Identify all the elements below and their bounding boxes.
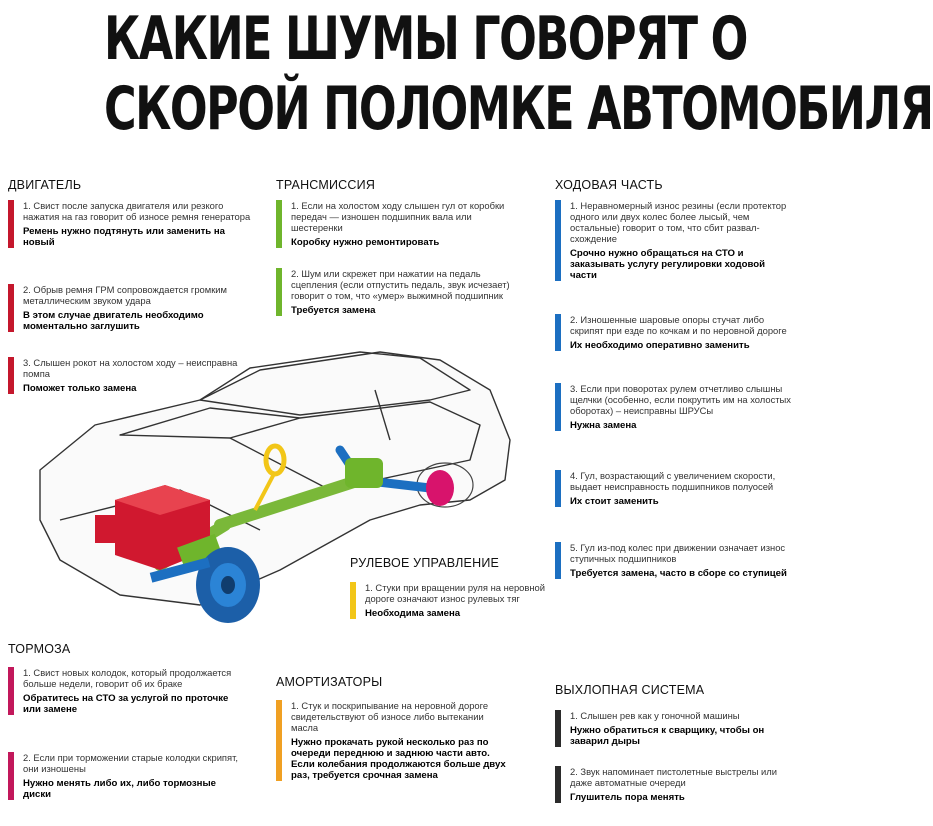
exhaust-item-1-action: Нужно обратиться к сварщику, чтобы он заварил дыры — [570, 725, 765, 747]
exhaust-item-1 — [555, 710, 792, 747]
suspension-heading: ХОДОВАЯ ЧАСТЬ — [555, 178, 663, 192]
suspension-item-1-desc: 1. Неравномерный износ резины (если протектор одного или двух колес более лысый, чем остальные) говорит о том, что сбит развал-схождение — [570, 200, 787, 244]
engine-item-2-action: В этом случае двигатель необходимо моментально заглушить — [23, 310, 204, 332]
transmission-item-2 — [276, 268, 516, 316]
engine-item-3-action: Поможет только замена — [23, 383, 137, 394]
transmission-item-2-action: Требуется замена — [291, 305, 376, 316]
suspension-item-4 — [555, 470, 792, 507]
suspension-item-5 — [555, 542, 792, 579]
transmission-heading: ТРАНСМИССИЯ — [276, 178, 376, 192]
engine-item-3-desc: 3. Слышен рокот на холостом ходу – неисправна помпа — [23, 357, 238, 379]
suspension-item-2-desc: 2. Изношенные шаровые опоры стучат либо скрипят при езде по кочкам и по неровной дороге — [570, 314, 787, 336]
suspension-item-2 — [555, 314, 792, 351]
shock-absorbers-item-1 — [276, 700, 513, 781]
steering-heading: РУЛЕВОЕ УПРАВЛЕНИЕ — [350, 556, 500, 570]
suspension-item-2-action: Их необходимо оперативно заменить — [570, 340, 750, 351]
suspension-item-5-desc: 5. Гул из-под колес при движении означает износ ступичных подшипников — [570, 542, 786, 564]
engine-item-2 — [8, 284, 255, 332]
steering-item-1-action: Необходима замена — [365, 608, 461, 619]
brakes-item-2-desc: 2. Если при торможении старые колодки скрипят, они изношены — [23, 752, 238, 774]
engine-item-3 — [8, 357, 255, 394]
exhaust-item-2-action: Глушитель пора менять — [570, 792, 685, 803]
transmission-item-1-desc: 1. Если на холостом ходу слышен гул от коробки передач — изношен подшипник вала или шестеренки — [291, 200, 505, 233]
brakes-item-1 — [8, 667, 245, 715]
suspension-item-3-desc: 3. Если при поворотах рулем отчетливо слышны щелчки (особенно, если покрутить им на холостых оборотах) – неисправны ШРУСы — [570, 383, 791, 416]
suspension-item-4-action: Их стоит заменить — [570, 496, 659, 507]
exhaust-item-2-desc: 2. Звук напоминает пистолетные выстрелы или даже автоматные очереди — [570, 766, 777, 788]
engine-item-1-action: Ремень нужно подтянуть или заменить на новый — [23, 226, 226, 248]
shock-absorbers-item-1-action: Нужно прокачать рукой несколько раз по очереди переднюю и заднюю части авто. Если колебания продолжаются больше двух раз, требуется срочная замена — [291, 737, 506, 781]
brakes-heading: ТОРМОЗА — [8, 642, 71, 656]
brakes-item-2-action: Нужно менять либо их, либо тормозные диски — [23, 778, 217, 800]
rear-differential-green — [345, 458, 383, 488]
engine-item-2-desc: 2. Обрыв ремня ГРМ сопровождается громким металлическим звуком удара — [23, 284, 227, 306]
shock-absorbers-heading: АМОРТИЗАТОРЫ — [276, 675, 383, 689]
engine-item-1-desc: 1. Свист после запуска двигателя или резкого нажатия на газ говорит об износе ремня генератора — [23, 200, 251, 222]
suspension-item-3 — [555, 383, 792, 431]
suspension-item-4-desc: 4. Гул, возрастающий с увеличением скорости, выдает неисправность подшипников полуосей — [570, 470, 776, 492]
suspension-item-5-action: Требуется замена, часто в сборе со ступицей — [570, 568, 787, 579]
steering-item-1 — [350, 582, 553, 619]
suspension-item-1 — [555, 200, 792, 281]
suspension-item-1-action: Срочно нужно обращаться на СТО и заказывать услугу регулировки ходовой части — [570, 248, 765, 281]
brakes-item-1-desc: 1. Свист новых колодок, который продолжается больше недели, говорит об их браке — [23, 667, 232, 689]
transmission-item-1 — [276, 200, 516, 248]
exhaust-item-1-desc: 1. Слышен рев как у гоночной машины — [570, 710, 740, 721]
engine-heading: ДВИГАТЕЛЬ — [8, 178, 82, 192]
exhaust-heading: ВЫХЛОПНАЯ СИСТЕМА — [555, 683, 705, 697]
shock-absorbers-item-1-desc: 1. Стук и поскрипывание на неровной дороге свидетельствуют об износе либо вытекании масла — [291, 700, 489, 733]
brakes-item-1-action: Обратитесь на СТО за услугой по проточке или замене — [23, 693, 229, 715]
transmission-item-1-action: Коробку нужно ремонтировать — [291, 237, 440, 248]
rear-brake-disc-magenta — [426, 470, 454, 506]
exhaust-item-2 — [555, 766, 792, 803]
engine-item-1 — [8, 200, 255, 248]
transmission-item-2-desc: 2. Шум или скрежет при нажатии на педаль сцепления (если отпустить педаль, звук исчезает) говорит о том, что «умер» выжимной подшипник — [291, 268, 510, 301]
title-line-1: КАКИЕ ШУМЫ ГОВОРЯТ О — [104, 4, 747, 74]
suspension-item-3-action: Нужна замена — [570, 420, 637, 431]
steering-item-1-desc: 1. Стуки при вращении руля на неровной дороге означают износ рулевых тяг — [365, 582, 546, 604]
title-line-2: СКОРОЙ ПОЛОМКЕ АВТОМОБИЛЯ — [104, 74, 933, 144]
brakes-item-2 — [8, 752, 245, 800]
